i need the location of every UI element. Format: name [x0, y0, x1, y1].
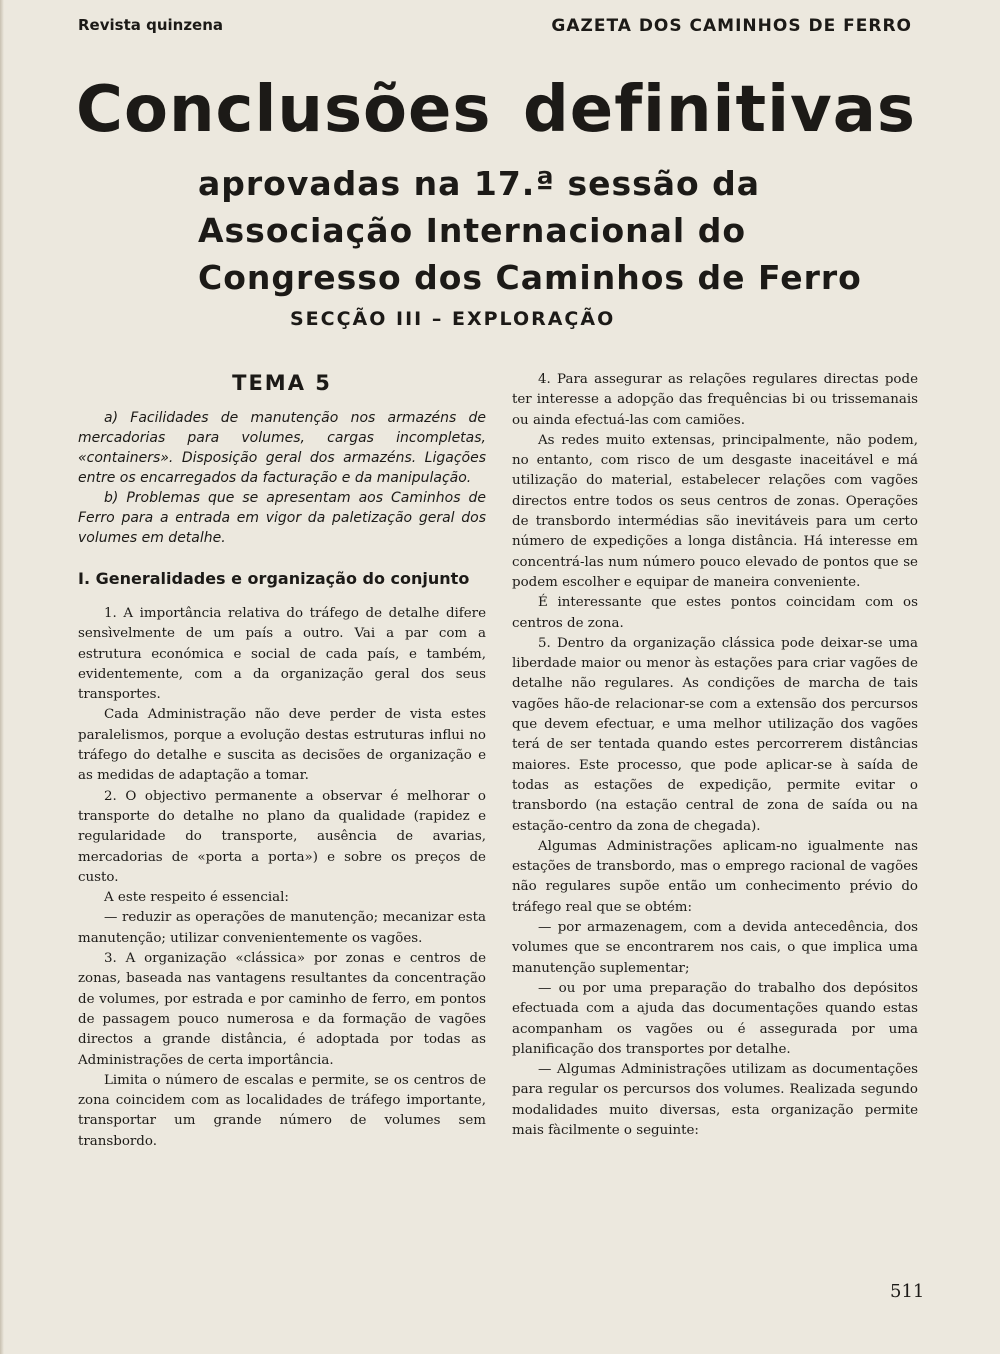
- article-subtitle: aprovadas na 17.ª sessão da Associação Internacional do Congresso dos Caminhos de Ferro: [198, 164, 862, 297]
- paragraph: — ou por uma preparação do trabalho dos depósitos efectuada com a ajuda das documentações quando estas acompanham os vagões ou é assegurada por uma planificação dos transportes por detalhe.: [512, 980, 918, 1057]
- topic-b: b) Problemas que se apresentam aos Caminhos de Ferro para a entrada em vigor da paletização geral dos volumes em detalhe.: [78, 490, 486, 546]
- left-column: [78, 370, 486, 1152]
- page-number: 511: [890, 1281, 925, 1302]
- paragraph: A este respeito é essencial:: [104, 890, 289, 906]
- paragraph: 2. O objectivo permanente a observar é melhorar o transporte do detalhe no plano da qualidade (rapidez e regularidade do transporte, ausência de avarias, mercadorias de «porta a porta») e sobre os preços de custo.: [78, 788, 486, 885]
- paragraph: 5. Dentro da organização clássica pode deixar-se uma liberdade maior ou menor às estações para criar vagões de detalhe não regulares. As condições de marcha de tais vagões hão-de relacionar-se com a extensão dos percursos que devem efectuar, e uma melhor utilização dos vagões terá de ser tentada quando estes percorrerem distâncias maiores. Este processo, que pode aplicar-se à saída de todas as estações de expedição, permite evitar o transbordo (na estação central de zona de saída ou na estação-centro da zona de chegada).: [512, 635, 918, 834]
- paragraph: Limita o número de escalas e permite, se os centros de zona coincidem com as localidades de tráfego importante, transportar um grande número de volumes sem transbordo.: [78, 1072, 486, 1149]
- paragraph: 4. Para assegurar as relações regulares directas pode ter interesse a adopção das frequências bi ou trissemanais ou ainda efectuá-las com camiões.: [512, 372, 918, 428]
- tema-heading: TEMA 5: [232, 371, 332, 395]
- header-magazine-frequency: Revista quinzena: [78, 16, 224, 34]
- topic-a: a) Facilidades de manutenção nos armazéns de mercadorias para volumes, cargas incompletas, «containers». Disposição geral dos armazéns. Ligações entre os encarregados da facturação e da manipulação.: [78, 410, 486, 486]
- paragraph: — reduzir as operações de manutenção; mecanizar esta manutenção; utilizar convenientemente os vagões.: [78, 910, 486, 946]
- article-title: Conclusões definitivas: [76, 73, 916, 147]
- paragraph: Algumas Administrações aplicam-no igualmente nas estações de transbordo, mas o emprego racional de vagões não regulares supõe então um conhecimento prévio do tráfego real que se obtém:: [512, 838, 918, 915]
- paragraph: 1. A importância relativa do tráfego de detalhe difere sensìvelmente de um país a outro. Vai a par com a estrutura económica e social de cada país, e também, evidentemente, com a da organização geral dos seus transportes.: [78, 606, 486, 703]
- page-spine-shadow: [0, 0, 4, 1354]
- right-column: [512, 370, 918, 1141]
- paragraph: Cada Administração não deve perder de vista estes paralelismos, porque a evolução destas estruturas influi no tráfego do detalhe e suscita as decisões de organização e as medidas de adaptação a tomar.: [78, 707, 486, 784]
- paragraph: — por armazenagem, com a devida antecedência, dos volumes que se encontrarem nos cais, o que implica uma manutenção suplementar;: [512, 920, 918, 976]
- paragraph: As redes muito extensas, principalmente, não podem, no entanto, com risco de um desgaste inaceitável e má utilização do material, estabelecer relações com vagões directos entre todos os seus centros de zonas. Operações de transbordo intermédias são inevitáveis para um certo número de expedições a longa distância. Há interesse em concentrá-las num número pouco elevado de pontos que se podem escolher e equipar de maneira conveniente.: [512, 432, 918, 590]
- tema-topics: [78, 408, 486, 548]
- header-magazine-name: GAZETA DOS CAMINHOS DE FERRO: [551, 16, 912, 36]
- section-heading: I. Generalidades e organização do conjunto: [78, 569, 470, 588]
- section-label: SECÇÃO III – EXPLORAÇÃO: [290, 308, 616, 330]
- paragraph: — Algumas Administrações utilizam as documentações para regular os percursos dos volumes. Realizada segundo modalidades muito diversas, esta organização permite mais fàcilmente o seguinte:: [512, 1062, 918, 1138]
- paragraph: 3. A organização «clássica» por zonas e centros de zonas, baseada nas vantagens resultantes da concentração de volumes, por estrada e por caminho de ferro, em pontos de passagem pouco numerosa e da formação de vagões directos a grande distância, é adoptada por todas as Administrações de certa importância.: [78, 951, 486, 1068]
- paragraph: É interessante que estes pontos coincidam com os centros de zona.: [512, 595, 918, 631]
